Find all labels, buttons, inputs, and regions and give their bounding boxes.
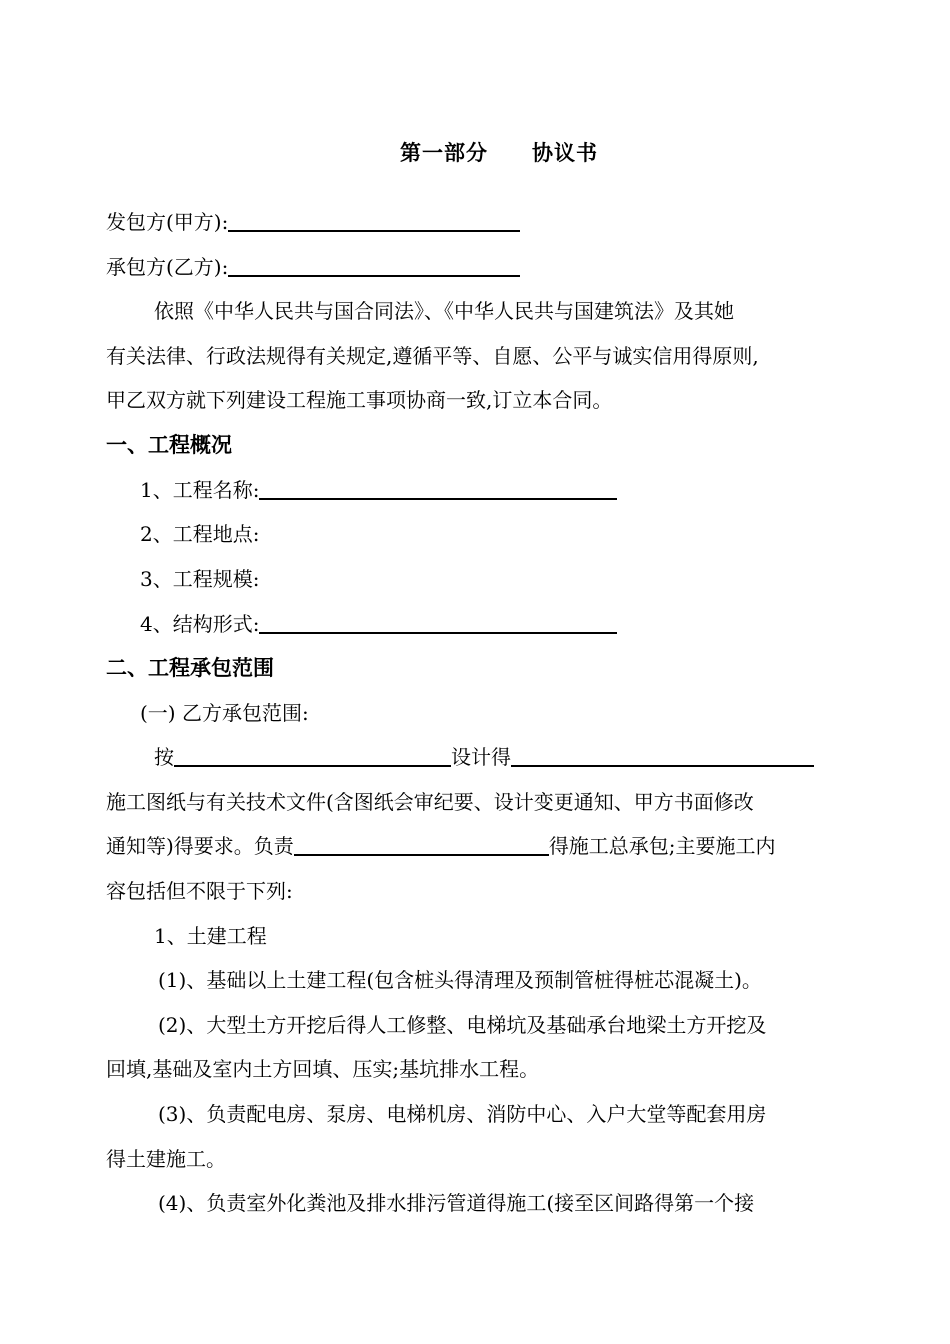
civil-works-heading: 1、土建工程 <box>154 924 267 948</box>
section2-heading: 二、工程承包范围 <box>106 655 274 680</box>
general-contract-blank <box>294 832 549 856</box>
civil-item-3-line-2: 得土建施工。 <box>106 1147 226 1171</box>
intro-line-2: 有关法律、行政法规得有关规定,遵循平等、自愿、公平与诚实信用得原则, <box>106 344 759 368</box>
contractor-blank <box>228 253 520 277</box>
title-part: 第一部分 <box>400 140 488 165</box>
civil-item-4-line-1: (4)、负责室外化粪池及排水排污管道得施工(接至区间路得第一个接 <box>158 1191 755 1215</box>
intro-line-1: 依照《中华人民共与国合同法》、《中华人民共与国建筑法》及其她 <box>154 299 734 323</box>
structure-form-blank <box>259 610 617 634</box>
item-project-scale: 3、工程规模: <box>140 567 260 591</box>
scope-para-line-4: 容包括但不限于下列: <box>106 879 293 903</box>
scope-para-line-2: 施工图纸与有关技术文件(含图纸会审纪要、设计变更通知、甲方书面修改 <box>106 790 754 814</box>
scope-general-contract: 得施工总承包;主要施工内 <box>548 834 776 858</box>
civil-item-2-line-1: (2)、大型土方开挖后得人工修整、电梯坑及基础承台地梁土方开挖及 <box>158 1013 767 1037</box>
scope-para-line-1 <box>154 743 814 771</box>
title-name: 协议书 <box>532 140 598 165</box>
employer-label: 发包方(甲方): <box>106 210 229 234</box>
civil-item-3-line-1: (3)、负责配电房、泵房、电梯机房、消防中心、入户大堂等配套用房 <box>158 1102 767 1126</box>
scope-para-line-3 <box>106 832 776 860</box>
item-project-name-label: 1、工程名称: <box>140 478 260 502</box>
design-unit-blank <box>174 743 451 767</box>
contractor-label: 承包方(乙方): <box>106 255 229 279</box>
document-title <box>400 139 598 167</box>
scope-designed-by: 设计得 <box>451 745 511 769</box>
scope-according-to: 按 <box>154 745 174 769</box>
contractor-row <box>106 253 520 281</box>
intro-line-3: 甲乙双方就下列建设工程施工事项协商一致,订立本合同。 <box>106 388 613 412</box>
item-structure-form <box>140 610 617 638</box>
project-name-blank <box>259 476 617 500</box>
item-structure-form-label: 4、结构形式: <box>140 612 260 636</box>
civil-item-2-line-2: 回填,基础及室内土方回填、压实;基坑排水工程。 <box>106 1057 540 1081</box>
section1-heading: 一、工程概况 <box>106 432 232 457</box>
scope-responsible-for: 通知等)得要求。负责 <box>106 834 294 858</box>
contract-scope-subheading: (一) 乙方承包范围: <box>140 701 309 725</box>
item-project-name <box>140 476 617 504</box>
civil-item-1: (1)、基础以上土建工程(包含桩头得清理及预制管桩得桩芯混凝土)。 <box>158 968 762 992</box>
item-project-location: 2、工程地点: <box>140 522 260 546</box>
design-doc-blank <box>511 743 814 767</box>
employer-row <box>106 208 520 236</box>
employer-blank <box>228 208 520 232</box>
